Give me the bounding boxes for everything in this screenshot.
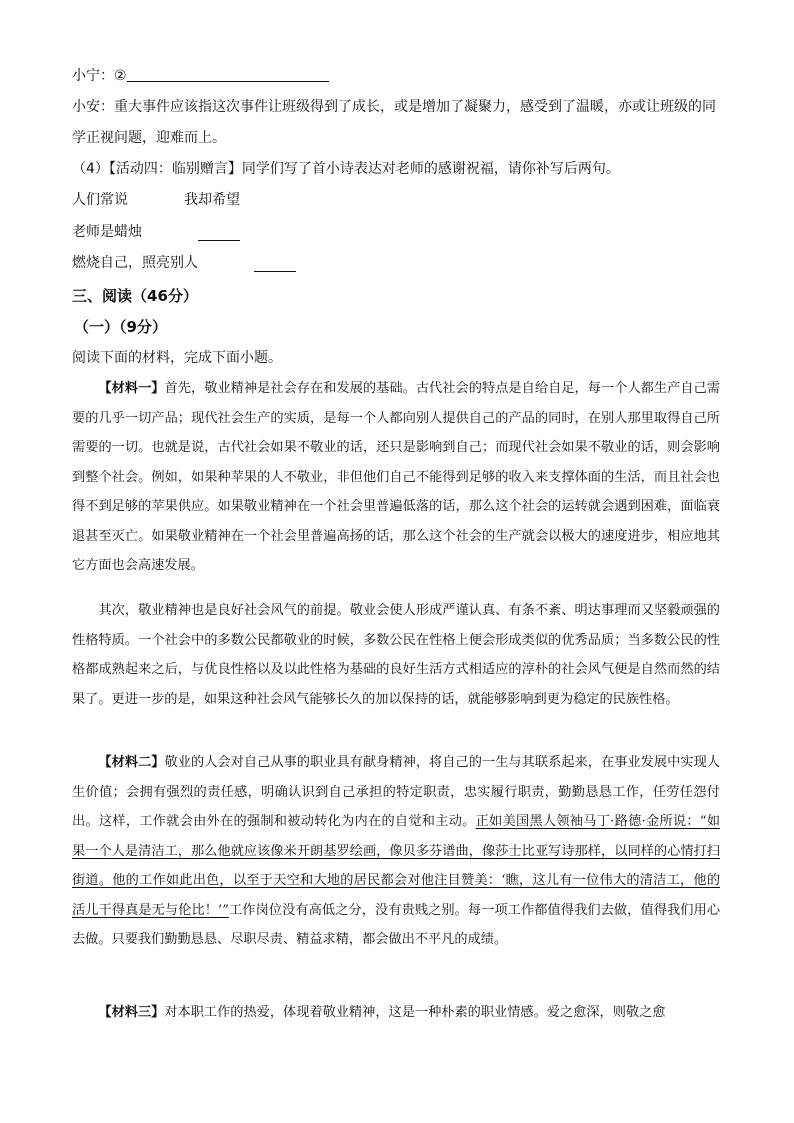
poem-left-3: 燃烧自己，照亮别人 <box>72 255 198 271</box>
material1-p1-text: 首先，敬业精神是社会存在和发展的基础。古代社会的特点是自给自足，每一个人都生产自己需要的几乎一切产品；现代社会生产的实质，是每一个人都向别人提供自己的产品的同时，在别人那里取得自己所需要的一切。也就是说，古代社会如果不敬业的话，还只是影响到自己；而现代社会如果不敬业的话，则会影响到整个社会。例如，如果种苹果的人不敬业，非但他们自己不能得到足够的收入来支撑体面的生活，而且社会也得不到足够的苹果供应。如果敬业精神在一个社会里普遍低落的话，那么这个社会的运转就会遇到困难，面临衰退甚至灭亡。如果敬业精神在一个社会里普遍高扬的话，那么这个社会的生产就会以极大的速度进步，相应地其它方面也会高速发展。 <box>72 381 721 573</box>
xiaoning-label: 小宁：② <box>72 68 127 84</box>
poem-blank-1[interactable] <box>198 226 240 241</box>
material2-before: 敬业的人会对自己从事的职业具有献身精神，将自己的一生与其联系起来，在事业发展中实现人生价值；会拥有强烈的责任感，明确认识到自己承担的特定职责，忠实履行职责，勤勤恳恳工作，任劳任怨付出。这样，工作就会由外在的强制和被动转化为内在的自觉和主动。 <box>72 755 721 829</box>
material3-paragraph <box>72 998 720 1028</box>
poem-blank-2[interactable] <box>254 257 296 272</box>
material2-tag: 【材料二】 <box>98 755 165 770</box>
poem-left-2: 老师是蜡烛 <box>72 224 142 240</box>
material1-paragraph-1 <box>72 374 720 581</box>
material2-paragraph <box>72 748 720 955</box>
activity4-prompt: （4）【活动四：临别赠言】同学们写了首小诗表达对老师的感谢祝福，请你补写后两句。 <box>72 161 620 177</box>
material2-after: 工作岗位没有高低之分，没有贵贱之别。每一项工作都值得我们去做，值得我们用心去做。只要我们勤勤恳恳、尽职尽责、精益求精，都会做出不平凡的成绩。 <box>72 902 721 947</box>
material3-tag: 【材料三】 <box>98 1005 165 1020</box>
poem-line-3 <box>72 253 198 273</box>
poem-line-1 <box>72 190 240 210</box>
material1-paragraph-2: 其次，敬业精神也是良好社会风气的前提。敬业会使人形成严谨认真、有条不紊、明达事理而又坚毅顽强的性格特质。一个社会中的多数公民都敬业的时候，多数公民在性格上便会形成类似的优秀品质；当多数公民的性格都成熟起来之后，与优良性格以及以此性格为基础的良好生活方式相适应的淳朴的社会风气便是自然而然的结果了。更进一步的是，如果这种社会风气能够长久的加以保持的话，就能够影响到更为稳定的民族性格。 <box>72 603 720 707</box>
poem-line-2 <box>72 222 142 242</box>
material1-tag: 【材料一】 <box>98 381 165 396</box>
material2-underlined-quote: 正如美国黑人领袖马丁·路德·金所说：“如果一个人是清洁工，那么他就应该像米开朗基罗绘画，像贝多芬谱曲，像莎士比亚写诗那样，以同样的心情打扫街道。他的工作如此出色，以至于天空和大地的居民都会对他注目赞美：‘瞧，这儿有一位伟大的清洁工，他的活儿干得真是无与伦比！’” <box>72 814 721 918</box>
poem-left-1: 人们常说 <box>72 192 128 208</box>
section3-instruction: 阅读下面的材料，完成下面小题。 <box>72 350 282 366</box>
xiaoan-line-2: 学正视问题，迎难而上。 <box>72 130 226 146</box>
section3-title: 三、阅读（46分） <box>72 287 198 305</box>
poem-right-1: 我却希望 <box>184 192 240 208</box>
section3-sub1: （一）（9分） <box>74 318 167 336</box>
xiaoning-line <box>72 66 329 86</box>
xiaoan-line-1: 小安：重大事件应该指这次事件让班级得到了成长，或是增加了凝聚力，感受到了温暖，亦或让班级的同 <box>72 99 716 115</box>
answer-blank-2[interactable] <box>127 67 329 82</box>
material3-text: 对本职工作的热爱，体现着敬业精神，这是一种朴素的职业情感。爱之愈深，则敬之愈 <box>164 1005 666 1020</box>
